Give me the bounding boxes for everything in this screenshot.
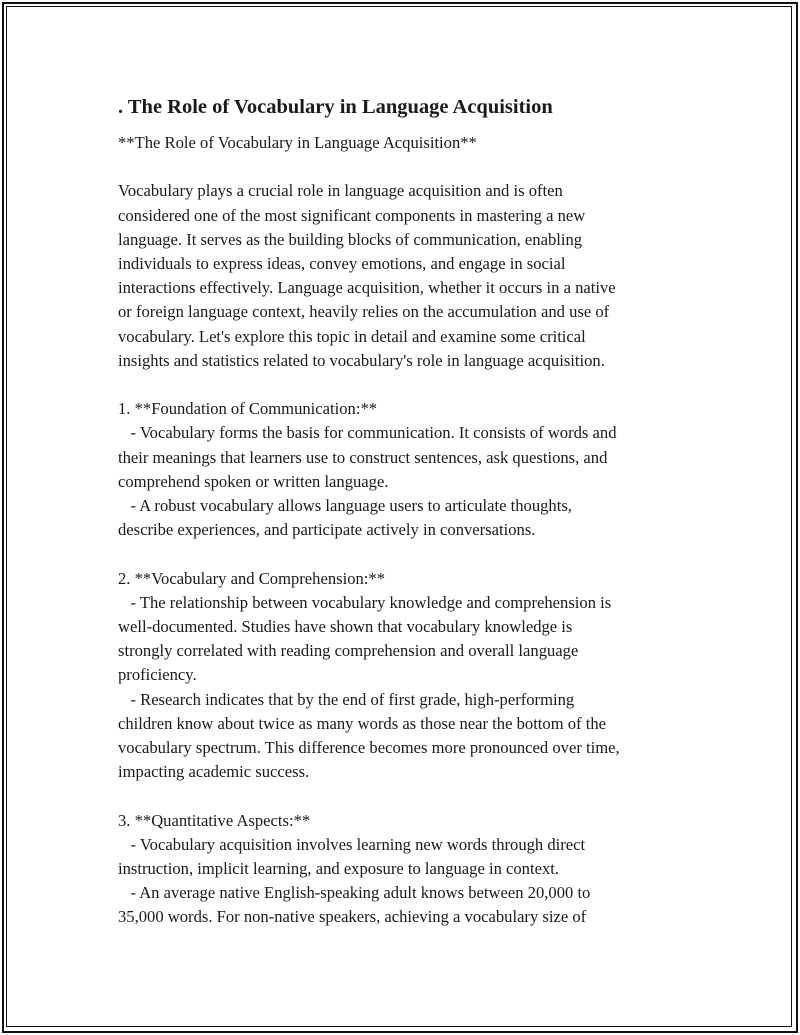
document-body (118, 93, 698, 954)
text-line: impacting academic success. (118, 762, 310, 782)
text-line: children know about twice as many words as those near the bottom of the (118, 713, 607, 733)
text-line: or foreign language context, heavily relies on the accumulation and use of (118, 302, 610, 322)
text-line: comprehend spoken or written language. (118, 471, 389, 491)
section-heading: 1. **Foundation of Communication:** (118, 399, 378, 419)
text-line: instruction, implicit learning, and exposure to language in context. (118, 859, 560, 879)
text-line: - A robust vocabulary allows language users to articulate thoughts, (118, 496, 572, 516)
text-line: their meanings that learners use to construct sentences, ask questions, and (118, 447, 608, 467)
text-line: language. It serves as the building blocks of communication, enabling (118, 229, 583, 249)
text-line: Vocabulary plays a crucial role in language acquisition and is often (118, 181, 563, 201)
text-line: describe experiences, and participate actively in conversations. (118, 520, 536, 540)
text-line: - Research indicates that by the end of first grade, high-performing (118, 689, 575, 709)
section-foundation-of-communication (118, 397, 698, 542)
section-vocabulary-and-comprehension (118, 567, 698, 785)
text-line: insights and statistics related to vocabulary's role in language acquisition. (118, 350, 605, 370)
text-line: interactions effectively. Language acquisition, whether it occurs in a native (118, 278, 616, 298)
text-line: - An average native English-speaking adult knows between 20,000 to (118, 883, 591, 903)
text-line: **The Role of Vocabulary in Language Acquisition** (118, 133, 477, 152)
text-line: - Vocabulary forms the basis for communication. It consists of words and (118, 423, 617, 443)
section-heading: 3. **Quantitative Aspects:** (118, 810, 311, 830)
section-heading: 2. **Vocabulary and Comprehension:** (118, 568, 385, 588)
text-line: - Vocabulary acquisition involves learning new words through direct (118, 834, 586, 854)
text-line: individuals to express ideas, convey emotions, and engage in social (118, 254, 566, 273)
text-line: vocabulary. Let's explore this topic in detail and examine some critical (118, 326, 586, 346)
text-line: vocabulary spectrum. This difference becomes more pronounced over time, (118, 738, 620, 758)
section-quantitative-aspects (118, 809, 698, 930)
text-line: well-documented. Studies have shown that vocabulary knowledge is (118, 617, 573, 637)
text-line: considered one of the most significant components in mastering a new (118, 205, 586, 225)
text-line: 35,000 words. For non-native speakers, achieving a vocabulary size of (118, 907, 587, 927)
text-line: strongly correlated with reading comprehension and overall language (118, 641, 579, 661)
text-line: - The relationship between vocabulary knowledge and comprehension is (118, 592, 612, 612)
paragraph-subtitle (118, 131, 698, 155)
paragraph-intro (118, 179, 698, 373)
text-line: proficiency. (118, 665, 197, 685)
document-title: . The Role of Vocabulary in Language Acquisition (118, 96, 553, 118)
